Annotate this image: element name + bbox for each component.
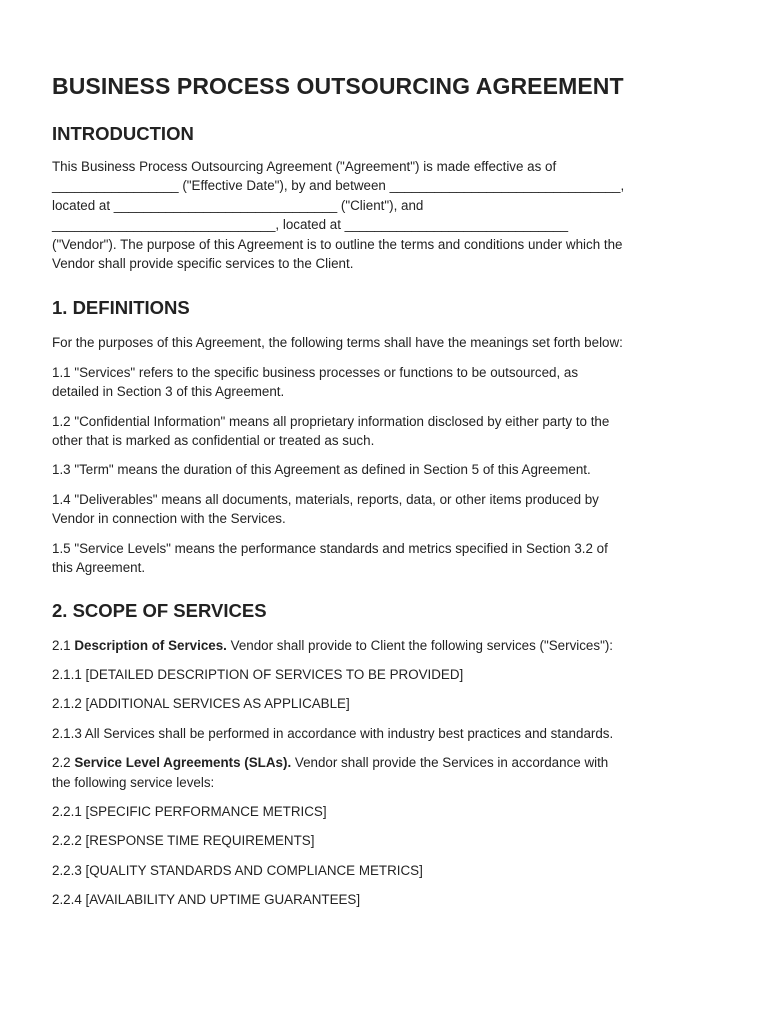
introduction-paragraph: This Business Process Outsourcing Agreement ("Agreement") is made effective as of _________________ ("Effective Date"), by and between _______________________________, located at ______________________________ ("Client"), and ______________________________, located at ______________________________ ("Vendor"). The purpose of this Agreement is to outline the terms and conditions under which the Vendor shall provide specific services to the Client.: [52, 159, 625, 272]
scope-heading: 2. SCOPE OF SERVICES: [52, 599, 267, 621]
clause-2-2-4: 2.2.4 [AVAILABILITY AND UPTIME GUARANTEES]: [52, 892, 361, 908]
clause-text: Vendor shall provide to Client the following services ("Services"):: [226, 637, 614, 653]
clause-2-2: [52, 753, 718, 792]
introduction-section: [52, 123, 718, 273]
clause-2-1-3: 2.1.3 All Services shall be performed in accordance with industry best practices and standards.: [52, 725, 614, 741]
clause-number: 2.1: [52, 637, 75, 653]
clause-text: Vendor shall provide the Services in accordance with the following service levels:: [52, 755, 609, 790]
clause-2-1: [52, 636, 718, 655]
definition-item: 1.3 "Term" means the duration of this Agreement as defined in Section 5 of this Agreement.: [52, 462, 591, 478]
definition-item: 1.5 "Service Levels" means the performance standards and metrics specified in Section 3.2 of this Agreement.: [52, 540, 608, 576]
clause-2-2-2: 2.2.2 [RESPONSE TIME REQUIREMENTS]: [52, 833, 315, 849]
definition-item: 1.2 "Confidential Information" means all proprietary information disclosed by either party to the other that is marked as confidential or treated as such.: [52, 413, 610, 449]
clause-title: Service Level Agreements (SLAs).: [74, 755, 292, 771]
clause-title: Description of Services.: [74, 637, 227, 653]
definitions-section: [52, 297, 718, 577]
clause-2-1-2: 2.1.2 [ADDITIONAL SERVICES AS APPLICABLE]: [52, 696, 350, 712]
clause-2-1-1: 2.1.1 [DETAILED DESCRIPTION OF SERVICES TO BE PROVIDED]: [52, 666, 464, 682]
introduction-heading: INTRODUCTION: [52, 123, 194, 144]
definition-item: 1.4 "Deliverables" means all documents, materials, reports, data, or other items produced by Vendor in connection with the Services.: [52, 491, 599, 527]
clause-2-2-3: 2.2.3 [QUALITY STANDARDS AND COMPLIANCE METRICS]: [52, 862, 423, 878]
clause-2-2-1: 2.2.1 [SPECIFIC PERFORMANCE METRICS]: [52, 803, 327, 819]
definitions-lead: For the purposes of this Agreement, the following terms shall have the meanings set forth below:: [52, 335, 623, 351]
definition-item: 1.1 "Services" refers to the specific business processes or functions to be outsourced, as detailed in Section 3 of this Agreement.: [52, 364, 579, 400]
document-title: BUSINESS PROCESS OUTSOURCING AGREEMENT: [52, 73, 624, 99]
scope-section: [52, 600, 718, 910]
clause-number: 2.2: [52, 755, 75, 771]
definitions-heading: 1. DEFINITIONS: [52, 297, 190, 319]
